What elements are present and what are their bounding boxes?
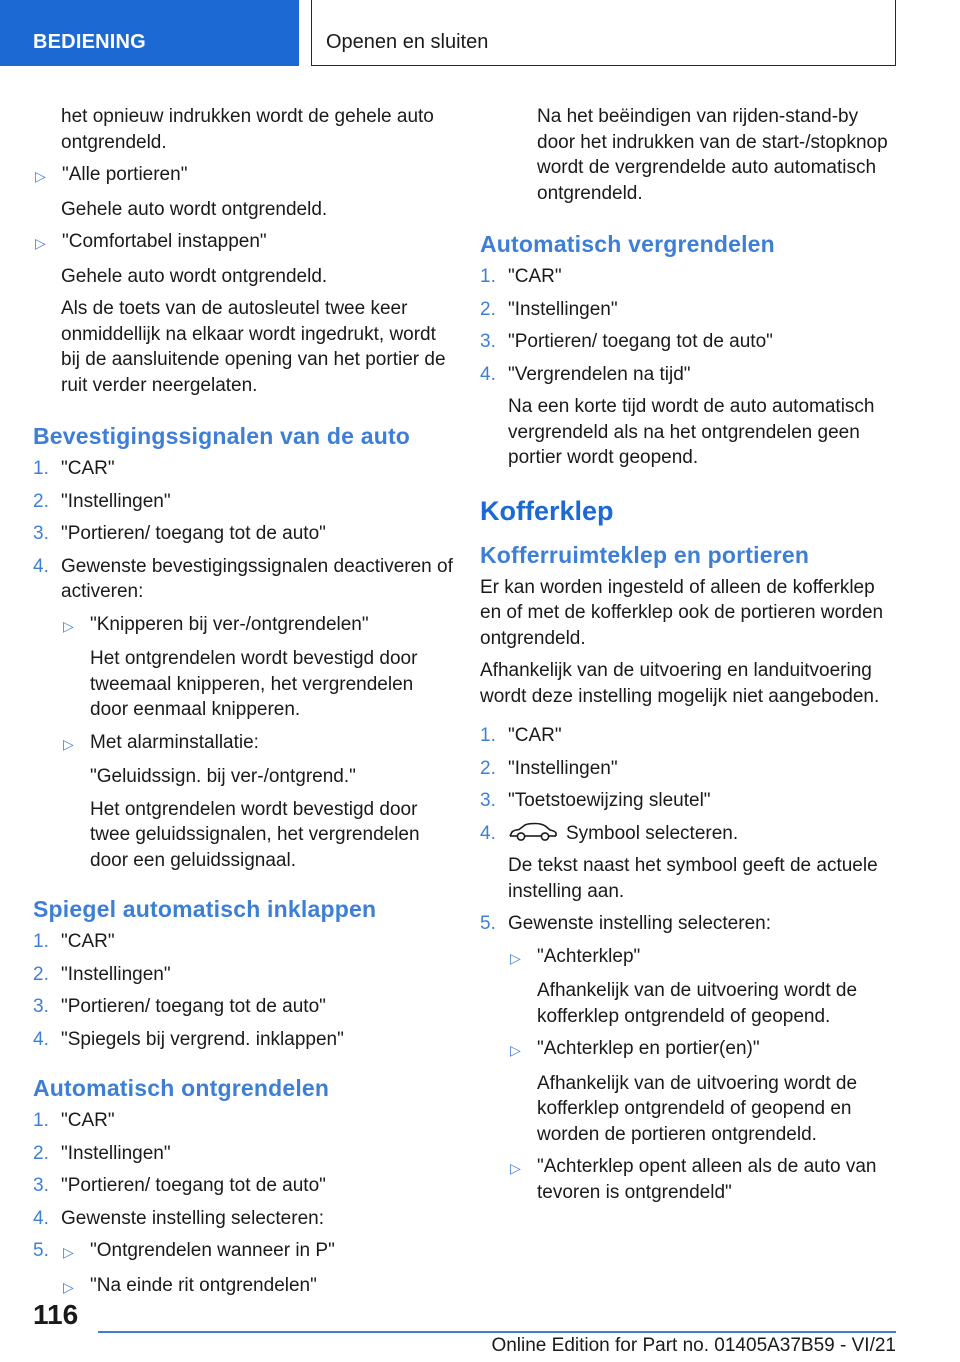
triangle-bullet-icon: ▷ xyxy=(510,949,521,966)
section-heading: Automatisch vergrendelen xyxy=(480,231,775,257)
list-item xyxy=(480,944,900,972)
section-heading: Spiegel automatisch inklappen xyxy=(33,896,377,922)
list-item xyxy=(480,1154,900,1205)
step-number: 1. xyxy=(33,1110,49,1131)
step-number: 1. xyxy=(480,266,496,287)
list-item xyxy=(33,612,453,640)
list-item xyxy=(33,489,453,515)
bullet-text: "Knipperen bij ver-/ontgrendelen" xyxy=(90,613,369,635)
paragraph: Afhankelijk van de uitvoering en landuitvoering wordt deze instelling mogelijk niet aangeboden. xyxy=(480,660,880,707)
paragraph: "Geluidssign. bij ver-/ontgrend." xyxy=(90,766,356,787)
list-item xyxy=(480,756,900,782)
step-number: 2. xyxy=(33,1142,49,1164)
chapter-tab[interactable]: Openen en sluiten xyxy=(311,0,896,66)
step-text xyxy=(508,821,900,847)
step-number: 4. xyxy=(33,555,49,577)
car-icon xyxy=(508,821,558,843)
bullet-text: "Achterklep opent alleen als de auto van tevoren is ontgrendeld" xyxy=(537,1156,877,1203)
step-text: "Portieren/ toegang tot de auto" xyxy=(61,996,326,1017)
step-text: "CAR" xyxy=(61,931,115,952)
list-item xyxy=(33,1173,453,1199)
chapter-heading: Kofferklep xyxy=(480,495,614,526)
step-number: 2. xyxy=(33,963,49,985)
paragraph: Het ontgrendelen wordt bevestigd door twee geluidssignalen, het vergrendelen door een geluidssignaal. xyxy=(90,798,420,871)
step-number: 4. xyxy=(480,363,496,385)
step-text: Gewenste instelling selecteren: xyxy=(61,1207,324,1229)
step-number: 3. xyxy=(480,331,496,352)
list-item xyxy=(33,1027,453,1053)
bullet-text: "Na einde rit ontgrendelen" xyxy=(90,1274,317,1296)
left-column xyxy=(33,104,453,1307)
paragraph: Als de toets van de autosleutel twee keer onmiddellijk na elkaar wordt ingedrukt, wordt bij de aansluitende opening van het portier de ruit verder neergelaten. xyxy=(61,298,446,396)
section-heading: Bevestigingssignalen van de auto xyxy=(33,423,411,449)
list-item xyxy=(33,730,453,758)
step-text: "Spiegels bij vergrend. inklappen" xyxy=(61,1028,344,1050)
paragraph: Gehele auto wordt ontgrendeld. xyxy=(61,198,328,220)
list-item xyxy=(33,1206,453,1232)
bullet-text: "Alle portieren" xyxy=(62,164,188,185)
step-number: 2. xyxy=(33,490,49,512)
list-item xyxy=(480,788,900,814)
right-column xyxy=(480,104,900,1212)
step-text: Gewenste instelling selecteren: xyxy=(508,913,771,934)
step-number: 5. xyxy=(480,913,496,934)
list-item xyxy=(33,456,453,482)
step-text: "Instellingen" xyxy=(508,298,618,320)
step-text: "Vergrendelen na tijd" xyxy=(508,363,691,385)
step-text: "Instellingen" xyxy=(61,963,171,985)
step-number: 3. xyxy=(33,1175,49,1196)
list-item xyxy=(33,162,453,190)
step-number: 1. xyxy=(33,458,49,479)
triangle-bullet-icon: ▷ xyxy=(35,168,46,184)
step-number: 5. xyxy=(33,1240,49,1261)
triangle-bullet-icon: ▷ xyxy=(63,617,74,634)
paragraph: het opnieuw indrukken wordt de gehele auto ontgrendeld. xyxy=(61,106,434,153)
list-item xyxy=(33,521,453,547)
triangle-bullet-icon: ▷ xyxy=(63,1278,74,1295)
page-number: 116 xyxy=(33,1299,79,1330)
bullet-text: Met alarminstallatie: xyxy=(90,731,259,753)
list-item xyxy=(480,821,900,847)
footer-edition-text: Online Edition for Part no. 01405A37B59 - VI/21 xyxy=(491,1335,896,1356)
step-text: "Instellingen" xyxy=(61,1142,171,1164)
step-text: "Instellingen" xyxy=(61,490,171,512)
step-text: "Toetstoewijzing sleutel" xyxy=(508,790,711,811)
step-text: "CAR" xyxy=(508,266,562,287)
section-heading: Kofferruimteklep en portieren xyxy=(480,541,810,568)
list-item xyxy=(33,1141,453,1167)
step-number: 3. xyxy=(33,996,49,1017)
list-item xyxy=(33,994,453,1020)
section-heading: Automatisch ontgrendelen xyxy=(33,1075,330,1101)
footer-divider xyxy=(98,1331,896,1333)
bullet-text: "Ontgrendelen wanneer in P" xyxy=(90,1240,335,1261)
step-number: 4. xyxy=(33,1028,49,1050)
triangle-bullet-icon: ▷ xyxy=(63,735,74,752)
list-item xyxy=(480,329,900,355)
paragraph: Gehele auto wordt ontgrendeld. xyxy=(61,265,328,287)
step-number: 4. xyxy=(480,822,496,844)
paragraph: Het ontgrendelen wordt bevestigd door tweemaal knipperen, het vergrendelen door eenmaal knipperen. xyxy=(90,648,418,720)
step-number: 3. xyxy=(480,790,496,811)
paragraph: Na een korte tijd wordt de auto automatisch vergrendeld als na het ontgrendelen geen portier wordt geopend. xyxy=(508,396,875,468)
section-tab[interactable]: BEDIENING xyxy=(0,0,299,66)
step-number: 1. xyxy=(33,931,49,952)
list-item xyxy=(33,962,453,988)
step-number: 4. xyxy=(33,1207,49,1229)
list-item xyxy=(33,229,453,257)
step-text: "Instellingen" xyxy=(508,757,618,779)
paragraph: Na het beëindigen van rijden-stand-by door het indrukken van de start-/stopknop wordt de vergrendelde auto automatisch ontgrendeld. xyxy=(537,106,888,204)
list-item xyxy=(33,1273,453,1301)
step-text: "CAR" xyxy=(508,725,562,746)
paragraph: De tekst naast het symbool geeft de actuele instelling aan. xyxy=(508,855,878,902)
list-item xyxy=(480,297,900,323)
step-text: Gewenste bevestigingssignalen deactiveren of activeren: xyxy=(61,555,453,602)
triangle-bullet-icon: ▷ xyxy=(510,1042,521,1058)
bullet-text: "Achterklep en portier(en)" xyxy=(537,1038,760,1059)
list-item xyxy=(33,1108,453,1134)
step-text: "Portieren/ toegang tot de auto" xyxy=(61,523,326,544)
list-item xyxy=(480,264,900,290)
list-item xyxy=(480,362,900,388)
list-item xyxy=(33,929,453,955)
step-number: 1. xyxy=(480,725,496,746)
list-item xyxy=(480,911,900,937)
paragraph: Er kan worden ingesteld of alleen de kofferklep en of met de kofferklep ook de portieren worden ontgrendeld. xyxy=(480,576,884,649)
paragraph: Afhankelijk van de uitvoering wordt de kofferklep ontgrendeld of geopend. xyxy=(537,980,858,1027)
page-header xyxy=(0,0,960,66)
list-item xyxy=(480,723,900,749)
bullet-text: "Comfortabel instappen" xyxy=(62,231,267,252)
step-text: "Portieren/ toegang tot de auto" xyxy=(508,331,773,352)
step-text: "CAR" xyxy=(61,1110,115,1131)
step-number: 3. xyxy=(33,523,49,544)
step-text: "CAR" xyxy=(61,458,115,479)
list-item xyxy=(33,1238,453,1266)
step-number: 2. xyxy=(480,298,496,320)
step-text: "Portieren/ toegang tot de auto" xyxy=(61,1175,326,1196)
bullet-text: "Achterklep" xyxy=(537,945,641,967)
step-number: 2. xyxy=(480,757,496,779)
paragraph: Afhankelijk van de uitvoering wordt de kofferklep ontgrendeld of geopend en worden de portieren ontgrendeld. xyxy=(537,1072,858,1145)
step-text-label: Symbool selecteren. xyxy=(566,822,739,844)
triangle-bullet-icon: ▷ xyxy=(510,1160,521,1176)
triangle-bullet-icon: ▷ xyxy=(35,235,46,251)
triangle-bullet-icon: ▷ xyxy=(63,1244,74,1260)
list-item xyxy=(33,554,453,605)
list-item xyxy=(480,1036,900,1064)
